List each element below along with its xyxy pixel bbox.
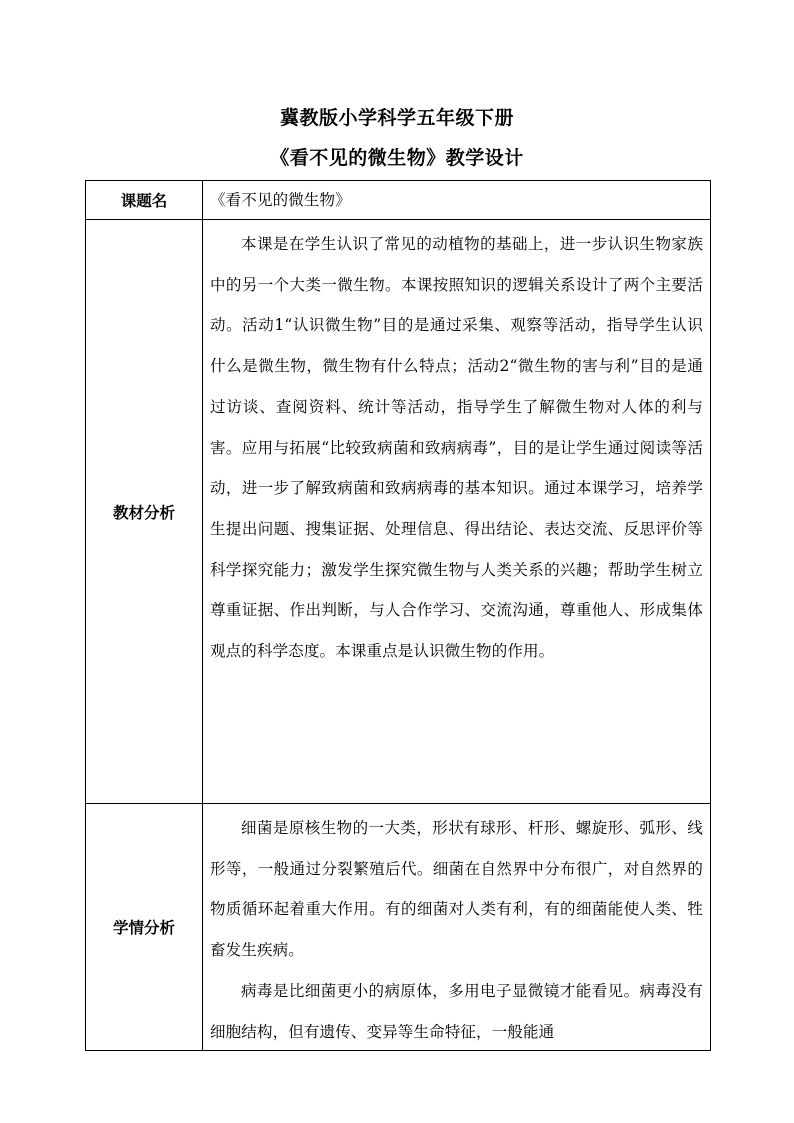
row-label-student-analysis: 学情分析 xyxy=(86,804,203,1051)
document-subtitle: 《看不见的微生物》教学设计 xyxy=(270,147,524,169)
row-label-topic: 课题名 xyxy=(86,181,203,220)
paragraph: 病毒是比细菌更小的病原体，多用电子显微镜才能看见。病毒没有细胞结构，但有遗传、变异等生命特征，一般能通 xyxy=(210,981,703,1041)
paragraph: 本课是在学生认识了常见的动植物的基础上，进一步认识生物家族中的另一个大类一微生物。本课按照知识的逻辑关系设计了两个主要活动。活动1“认识微生物”目的是通过采集、观察等活动，指导学生认识什么是微生物，微生物有什么特点；活动2“微生物的害与利”目的是通过访谈、查阅资料、统计等活动，指导学生了解微生物对人体的利与害。应用与拓展“比较致病菌和致病病毒”，目的是让学生通过阅读等活动，进一步了解致病菌和致病病毒的基本知识。通过本课学习，培养学生提出问题、搜集证据、处理信息、得出结论、表达交流、反思评价等科学探究能力；激发学生探究微生物与人类关系的兴趣；帮助学生树立尊重证据、作出判断，与人合作学习、交流沟通，尊重他人、形成集体观点的科学态度。本课重点是认识微生物的作用。 xyxy=(210,235,703,661)
lesson-plan-table xyxy=(85,180,711,1051)
content-clip xyxy=(210,808,703,1050)
table-row-topic xyxy=(86,181,711,220)
table-row-textbook-analysis xyxy=(86,220,711,804)
row-content-textbook-analysis xyxy=(203,220,711,804)
row-label-textbook-analysis: 教材分析 xyxy=(86,220,203,804)
document-title: 冀教版小学科学五年级下册 xyxy=(279,107,514,129)
row-content-student-analysis xyxy=(203,804,711,1051)
table-row-student-analysis xyxy=(86,804,711,1051)
paragraph: 细菌是原核生物的一大类，形状有球形、杆形、螺旋形、弧形、线形等，一般通过分裂繁殖后代。细菌在自然界中分布很广，对自然界的物质循环起着重大作用。有的细菌对人类有利，有的细菌能使人类、牲畜发生疾病。 xyxy=(210,819,703,960)
row-content-topic: 《看不见的微生物》 xyxy=(203,181,711,220)
